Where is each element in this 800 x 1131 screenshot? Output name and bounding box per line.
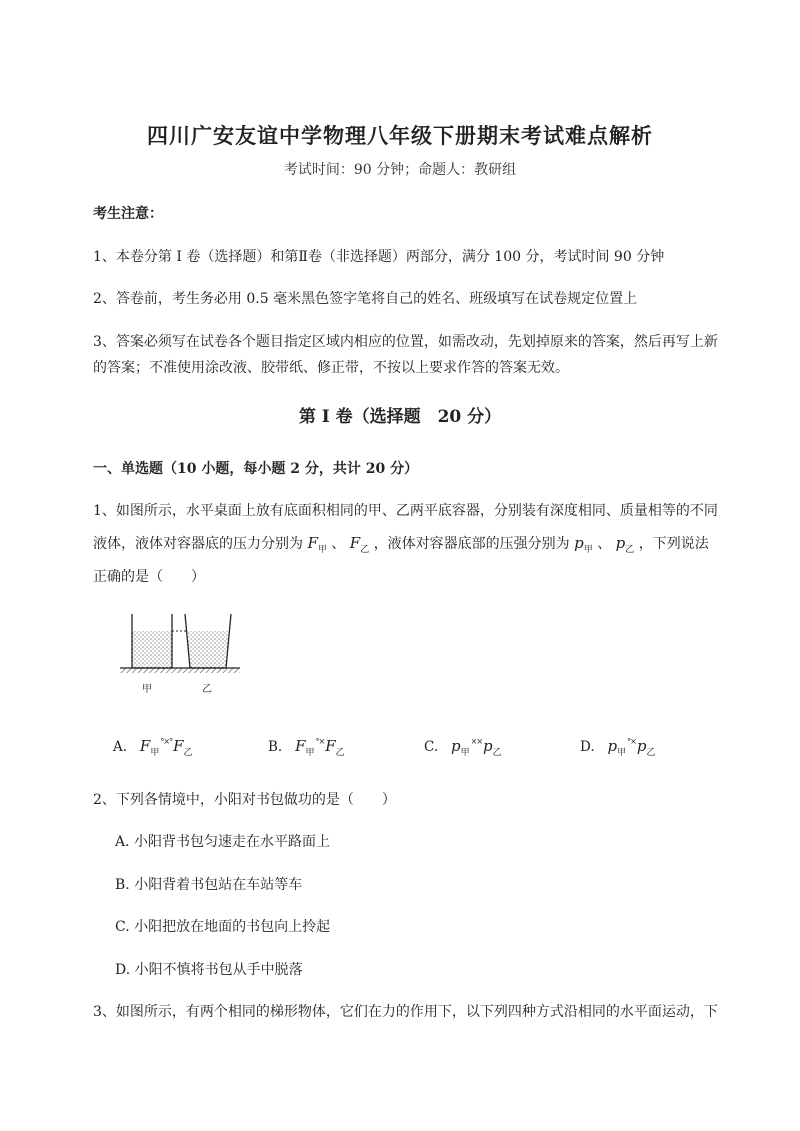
- section-title: 第 I 卷（选择题 20 分）: [298, 407, 502, 427]
- q1-option-a[interactable]: A. $F_甲^{^\circ\times^\circ}F_乙$: [113, 737, 193, 758]
- label-yi: 乙: [202, 684, 212, 695]
- var-p-jia: $p_甲$: [574, 534, 593, 555]
- q1-text-c: ，下列说法: [638, 536, 709, 552]
- label-jia: 甲: [142, 684, 152, 695]
- q1-line-1: 1、如图所示，水平桌面上放有底面积相同的甲、乙两平底容器，分别装有深度相同、质量相等的不同: [93, 503, 718, 519]
- q1-text-a: 液体，液体对容器底的压力分别为: [93, 536, 303, 552]
- part-heading: 一、单选题（10 小题，每小题 2 分，共计 20 分）: [93, 461, 419, 477]
- q1-option-d[interactable]: D. $p_甲^{^\circ\times}p_乙$: [580, 737, 656, 758]
- notice-item-2: 2、答卷前，考生务必用 0.5 毫米黑色签字笔将自己的姓名、班级填写在试卷规定位置上: [93, 291, 638, 307]
- table-hatch: [120, 668, 240, 673]
- q1-line-2: [93, 533, 709, 555]
- notice-item-3-cont: 的答案；不准使用涂改液、胶带纸、修正带，不按以上要求作答的答案无效。: [93, 360, 569, 376]
- q2-stem: 2、下列各情境中，小阳对书包做功的是（ ）: [93, 792, 396, 808]
- q2-choice-d[interactable]: D. 小阳不慎将书包从手中脱落: [115, 962, 303, 978]
- q2-choice-c[interactable]: C. 小阳把放在地面的书包向上拎起: [115, 919, 331, 935]
- var-p-yi: $p_乙$: [615, 534, 635, 555]
- liquid-jia: [132, 631, 172, 668]
- exam-info: 考试时间：90 分钟；命题人：教研组: [283, 162, 517, 178]
- containers-figure: [110, 610, 240, 700]
- q3-stem: 3、如图所示，有两个相同的梯形物体，它们在力的作用下，以下列四种方式沿相同的水平面运动，下: [93, 1004, 718, 1020]
- q2-choice-a[interactable]: A. 小阳背书包匀速走在水平路面上: [115, 834, 331, 850]
- liquid-yi: [187, 631, 229, 668]
- var-F-yi: $F_乙$: [349, 534, 370, 555]
- notice-item-1: 1、本卷分第 I 卷（选择题）和第Ⅱ卷（非选择题）两部分，满分 100 分，考试时间 90 分钟: [93, 249, 665, 265]
- var-F-jia: $F_甲$: [307, 534, 327, 555]
- q2-choice-b[interactable]: B. 小阳背着书包站在车站等车: [115, 877, 303, 893]
- separator: 、: [597, 536, 612, 552]
- notice-heading: 考生注意：: [93, 206, 163, 222]
- q1-line-3: 正确的是（ ）: [93, 569, 205, 585]
- notice-item-3: 3、答案必须写在试卷各个题目指定区域内相应的位置，如需改动，先划掉原来的答案，然后再写上新: [93, 334, 718, 350]
- separator: 、: [331, 536, 346, 552]
- page-title: 四川广安友谊中学物理八年级下册期末考试难点解析: [147, 123, 653, 148]
- q1-option-b[interactable]: B. $F_甲^{^\circ\times}F_乙$: [268, 737, 345, 758]
- q1-text-b: ，液体对容器底部的压强分别为: [373, 536, 570, 552]
- q1-option-c[interactable]: C. $p_甲^{\times\times}p_乙$: [424, 737, 502, 758]
